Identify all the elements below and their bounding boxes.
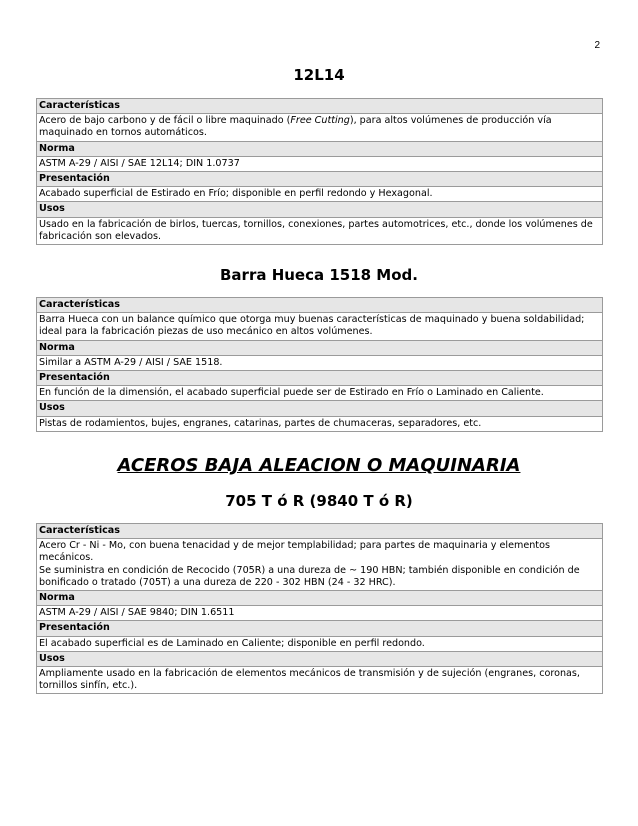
section-title-12l14: 12L14 (293, 66, 345, 84)
row-label-usos: Usos (37, 652, 602, 667)
value-line: Acero Cr - Ni - Mo, con buena tenacidad y de mejor templabilidad; para partes de maquinaria y elementos mecánicos. (39, 540, 550, 564)
spec-table-705 (36, 523, 603, 694)
row-value-norma: Similar a ASTM A-29 / AISI / SAE 1518. (37, 356, 602, 371)
row-value-presentacion: El acabado superficial es de Laminado en Caliente; disponible en perfil redondo. (37, 637, 602, 652)
value-part-italic: Free Cutting (290, 115, 350, 127)
section-title-705: 705 T ó R (9840 T ó R) (225, 492, 413, 510)
row-value-presentacion: Acabado superficial de Estirado en Frío; disponible en perfil redondo y Hexagonal. (37, 187, 602, 202)
row-label-caracteristicas: Características (37, 99, 602, 114)
row-label-norma: Norma (37, 591, 602, 606)
spec-table-12l14 (36, 98, 603, 245)
row-label-presentacion: Presentación (37, 371, 602, 386)
row-label-caracteristicas: Características (37, 524, 602, 539)
row-value-caracteristicas (37, 539, 602, 591)
value-line: Se suministra en condición de Recocido (705R) a una dureza de ~ 190 HBN; también disponible en condición de bonificado o tratado (705T) a una dureza de 220 - 302 HBN (24 - 32 HRC). (39, 564, 580, 588)
section-title-barra-hueca: Barra Hueca 1518 Mod. (220, 266, 418, 284)
value-part: ), para altos volúmenes de producción vía maquinado en tornos automáticos. (39, 115, 552, 139)
row-label-caracteristicas: Características (37, 298, 602, 313)
row-value-usos: Ampliamente usado en la fabricación de elementos mecánicos de transmisión y de sujeción (engranes, coronas, tornillos sinfín, etc.). (37, 667, 602, 693)
row-label-norma: Norma (37, 341, 602, 356)
row-value-usos: Pistas de rodamientos, bujes, engranes, catarinas, partes de chumaceras, separadores, etc. (37, 417, 602, 431)
row-label-presentacion: Presentación (37, 621, 602, 636)
row-label-usos: Usos (37, 202, 602, 217)
page-number: 2 (594, 40, 600, 51)
row-value-caracteristicas: Barra Hueca con un balance químico que otorga muy buenas características de maquinado y buena soldabilidad; ideal para la fabricación piezas de uso mecánico en altos volúmenes. (37, 313, 602, 340)
row-label-usos: Usos (37, 401, 602, 416)
row-value-norma: ASTM A-29 / AISI / SAE 9840; DIN 1.6511 (37, 606, 602, 621)
row-value-norma: ASTM A-29 / AISI / SAE 12L14; DIN 1.0737 (37, 157, 602, 172)
row-value-caracteristicas (37, 114, 602, 141)
row-value-presentacion: En función de la dimensión, el acabado superficial puede ser de Estirado en Frío o Laminado en Caliente. (37, 386, 602, 401)
category-heading: ACEROS BAJA ALEACION O MAQUINARIA (117, 455, 521, 476)
row-label-presentacion: Presentación (37, 172, 602, 187)
row-label-norma: Norma (37, 142, 602, 157)
value-part: Acero de bajo carbono y de fácil o libre maquinado ( (39, 115, 291, 127)
spec-table-barra-hueca (36, 297, 603, 432)
row-value-usos: Usado en la fabricación de birlos, tuercas, tornillos, conexiones, partes automotrices, etc., donde los volúmenes de fabricación son elevados. (37, 218, 602, 244)
